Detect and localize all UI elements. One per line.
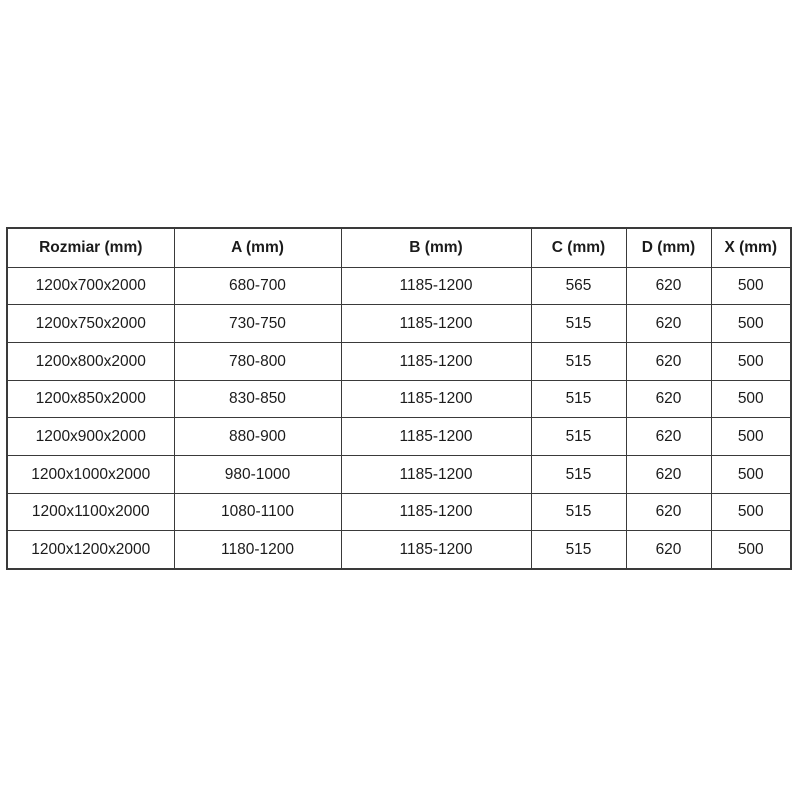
table-cell: 515 [531, 342, 626, 380]
table-cell: 500 [711, 305, 791, 343]
table-cell: 500 [711, 342, 791, 380]
table-row [7, 493, 791, 531]
column-header: Rozmiar (mm) [7, 228, 174, 267]
column-header: B (mm) [341, 228, 531, 267]
table-cell: 880-900 [174, 418, 341, 456]
table-cell: 500 [711, 418, 791, 456]
table-cell: 780-800 [174, 342, 341, 380]
table-cell: 1200x900x2000 [7, 418, 174, 456]
table-cell: 500 [711, 455, 791, 493]
table-cell: 1200x750x2000 [7, 305, 174, 343]
table-row [7, 342, 791, 380]
table-cell: 515 [531, 455, 626, 493]
table-cell: 980-1000 [174, 455, 341, 493]
table-cell: 1200x800x2000 [7, 342, 174, 380]
table-cell: 515 [531, 493, 626, 531]
table-cell: 515 [531, 305, 626, 343]
column-header: A (mm) [174, 228, 341, 267]
table-row [7, 531, 791, 569]
table-cell: 1185-1200 [341, 493, 531, 531]
table-cell: 500 [711, 493, 791, 531]
table-cell: 620 [626, 418, 711, 456]
table-cell: 730-750 [174, 305, 341, 343]
table-cell: 515 [531, 380, 626, 418]
table-cell: 500 [711, 267, 791, 305]
table-row [7, 380, 791, 418]
table-cell: 515 [531, 531, 626, 569]
table-cell: 1185-1200 [341, 531, 531, 569]
table-cell: 1200x1100x2000 [7, 493, 174, 531]
table-cell: 680-700 [174, 267, 341, 305]
table-cell: 1185-1200 [341, 305, 531, 343]
table-row [7, 418, 791, 456]
table-cell: 620 [626, 493, 711, 531]
table-cell: 1200x1200x2000 [7, 531, 174, 569]
table-cell: 620 [626, 267, 711, 305]
header-row [7, 228, 791, 267]
size-spec-table [6, 227, 792, 570]
table-body [7, 267, 791, 569]
table-cell: 1180-1200 [174, 531, 341, 569]
table-cell: 515 [531, 418, 626, 456]
table-cell: 620 [626, 342, 711, 380]
column-header: X (mm) [711, 228, 791, 267]
table-cell: 1185-1200 [341, 380, 531, 418]
column-header: C (mm) [531, 228, 626, 267]
table-cell: 620 [626, 455, 711, 493]
table-row [7, 267, 791, 305]
table-row [7, 305, 791, 343]
size-table-container [6, 227, 792, 570]
table-cell: 620 [626, 305, 711, 343]
table-cell: 1200x1000x2000 [7, 455, 174, 493]
table-row [7, 455, 791, 493]
table-cell: 1200x850x2000 [7, 380, 174, 418]
table-cell: 1080-1100 [174, 493, 341, 531]
table-cell: 830-850 [174, 380, 341, 418]
table-cell: 620 [626, 380, 711, 418]
table-cell: 1185-1200 [341, 455, 531, 493]
table-cell: 1185-1200 [341, 418, 531, 456]
table-cell: 565 [531, 267, 626, 305]
table-cell: 1185-1200 [341, 342, 531, 380]
table-cell: 620 [626, 531, 711, 569]
table-cell: 1200x700x2000 [7, 267, 174, 305]
table-cell: 500 [711, 380, 791, 418]
table-cell: 1185-1200 [341, 267, 531, 305]
table-cell: 500 [711, 531, 791, 569]
column-header: D (mm) [626, 228, 711, 267]
